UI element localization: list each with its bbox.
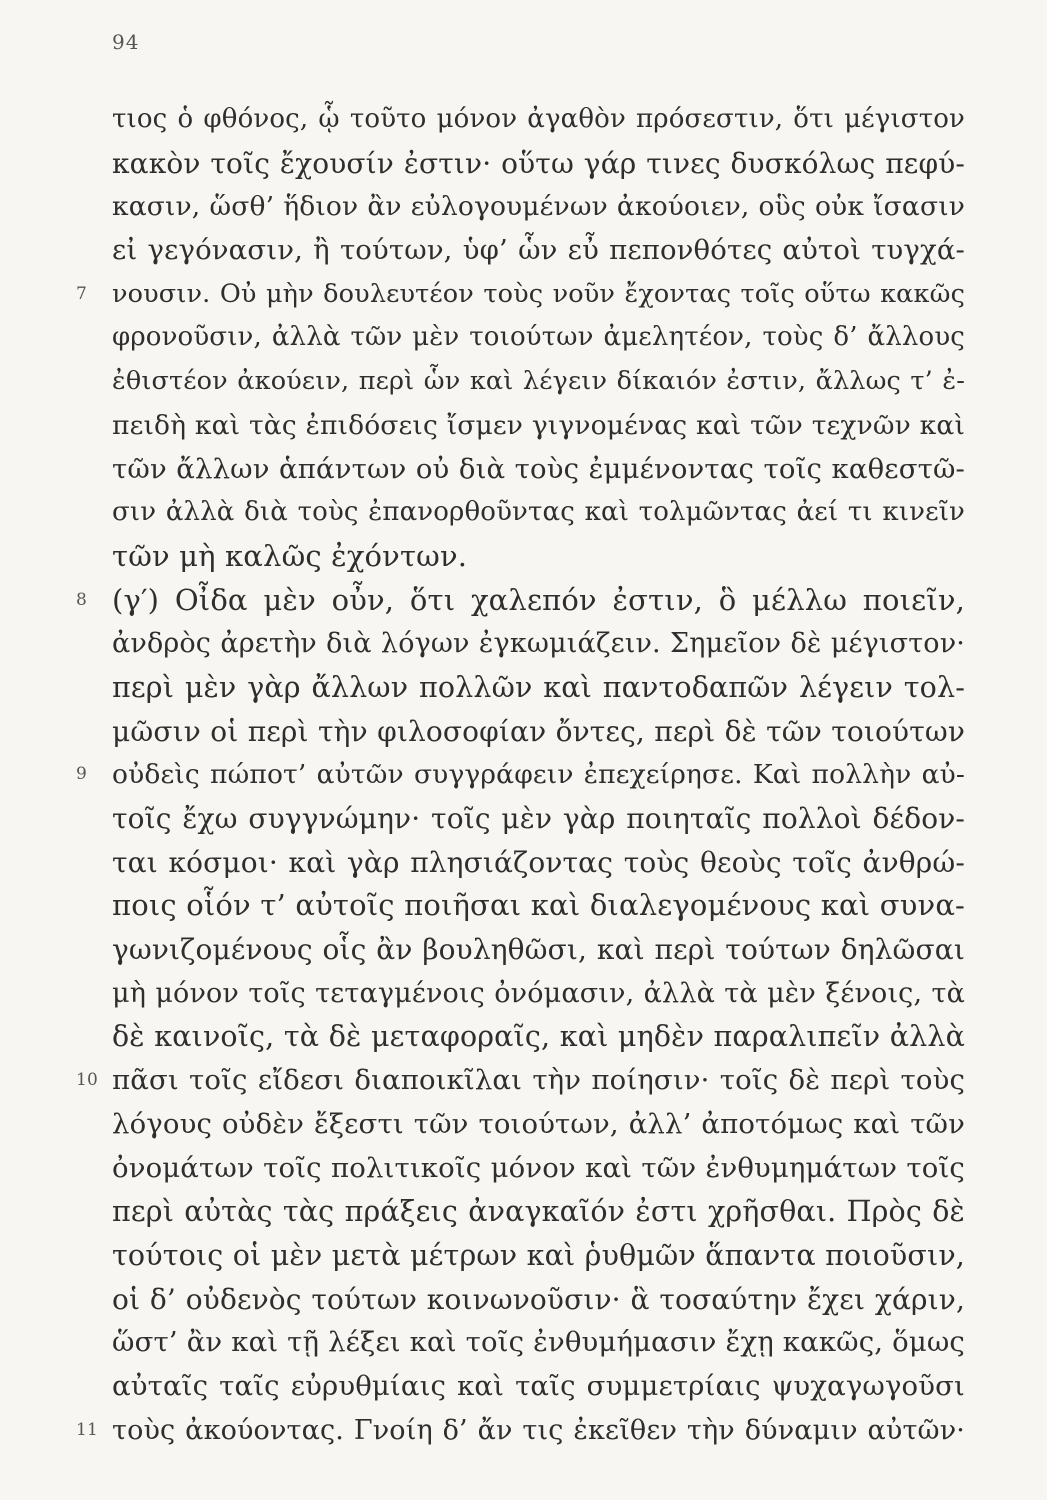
text-line — [112, 972, 965, 1016]
text-line — [112, 841, 965, 885]
greek-text-block — [76, 98, 965, 1452]
line-text: πειδὴ καὶ τὰς ἐπιδόσεις ἴσμεν γιγνομένας καὶ τῶν τεχνῶν καὶ — [112, 409, 965, 441]
text-line — [76, 1409, 965, 1453]
section-number: 8 — [76, 589, 87, 610]
text-line — [112, 316, 965, 360]
line-text: τῶν μὴ καλῶς ἐχόντων. — [112, 538, 468, 573]
text-line — [112, 1015, 965, 1059]
line-text: μῶσιν οἱ περὶ τὴν φιλοσοφίαν ὄντες, περὶ δὲ τῶν τοιούτων — [112, 714, 965, 748]
text-line — [112, 185, 965, 229]
text-line — [112, 98, 965, 142]
page-number: 94 — [112, 30, 140, 54]
line-text: περὶ αὐτὰς τὰς πράξεις ἀναγκαῖόν ἐστι χρῆσθαι. Πρὸς δὲ — [112, 1195, 965, 1229]
text-line — [112, 360, 965, 404]
line-text: ται κόσμοι· καὶ γὰρ πλησιάζοντας τοὺς θεοὺς τοῖς ἀνθρώ- — [112, 845, 965, 879]
line-text: λόγους οὐδὲν ἔξεστι τῶν τοιούτων, ἀλλ’ ἀποτόμως καὶ τῶν — [112, 1107, 965, 1140]
text-line — [76, 579, 965, 623]
text-line — [112, 229, 965, 273]
text-line — [112, 1365, 965, 1409]
text-line — [76, 1059, 965, 1103]
line-text: κακὸν τοῖς ἔχουσίν ἐστιν· οὕτω γάρ τινες δυσκόλως πεφύ- — [112, 146, 965, 180]
line-text: ἐθιστέον ἀκούειν, περὶ ὧν καὶ λέγειν δίκαιόν ἐστιν, ἄλλως τ’ ἐ- — [112, 366, 965, 397]
line-text: πᾶσι τοῖς εἴδεσι διαποικῖλαι τὴν ποίησιν· τοῖς δὲ περὶ τοὺς — [112, 1064, 965, 1097]
text-line — [112, 1278, 965, 1322]
line-text: νουσιν. Οὐ μὴν δουλευτέον τοὺς νοῦν ἔχοντας τοῖς οὕτω κακῶς — [112, 278, 965, 309]
line-text: εἰ γεγόνασιν, ἢ τούτων, ὑφ’ ὧν εὖ πεπονθότες αὐτοὶ τυγχά- — [112, 234, 965, 267]
text-line — [112, 491, 965, 535]
text-line — [112, 666, 965, 710]
text-line — [112, 797, 965, 841]
line-text: οἱ δ’ οὐδενὸς τούτων κοινωνοῦσιν· ἃ τοσαύτην ἔχει χάριν, — [112, 1282, 965, 1316]
line-text: κασιν, ὥσθ’ ἥδιον ἂν εὐλογουμένων ἀκούοιεν, οὓς οὐκ ἴσασιν — [112, 191, 965, 223]
text-line — [112, 535, 965, 579]
text-line — [112, 404, 965, 448]
line-text: ὀνομάτων τοῖς πολιτικοῖς μόνον καὶ τῶν ἐνθυμημάτων τοῖς — [112, 1151, 965, 1184]
line-text: δὲ καινοῖς, τὰ δὲ μεταφοραῖς, καὶ μηδὲν παραλιπεῖν ἀλλὰ — [112, 1020, 965, 1054]
text-line — [76, 753, 965, 797]
text-line — [112, 448, 965, 492]
text-line — [76, 273, 965, 317]
line-text: ὥστ’ ἂν καὶ τῇ λέξει καὶ τοῖς ἐνθυμήμασιν ἔχῃ κακῶς, ὅμως — [112, 1326, 965, 1359]
line-text: τιος ὁ φθόνος, ᾧ τοῦτο μόνον ἀγαθὸν πρόσεστιν, ὅτι μέγιστον — [112, 104, 965, 134]
text-line — [112, 142, 965, 186]
section-number: 7 — [76, 283, 87, 304]
line-text: τοὺς ἀκούοντας. Γνοίη δ’ ἄν τις ἐκεῖθεν τὴν δύναμιν αὐτῶν· — [112, 1414, 965, 1446]
text-line — [112, 884, 965, 928]
line-text: (γ′) Οἶδα μὲν οὖν, ὅτι χαλεπόν ἐστιν, ὃ μέλλω ποιεῖν, — [112, 582, 965, 617]
line-text: ἀνδρὸς ἀρετὴν διὰ λόγων ἐγκωμιάζειν. Σημεῖον δὲ μέγιστον· — [112, 628, 965, 660]
line-text: τοῖς ἔχω συγγνώμην· τοῖς μὲν γὰρ ποιηταῖς πολλοὶ δέδον- — [112, 802, 965, 835]
line-text: περὶ μὲν γὰρ ἄλλων πολλῶν καὶ παντοδαπῶν λέγειν τολ- — [112, 670, 965, 704]
text-line — [112, 928, 965, 972]
line-text: γωνιζομένους οἷς ἂν βουληθῶσι, καὶ περὶ τούτων δηλῶσαι — [112, 933, 965, 967]
text-line — [112, 1190, 965, 1234]
line-text: αὐταῖς ταῖς εὐρυθμίαις καὶ ταῖς συμμετρίαις ψυχαγωγοῦσι — [112, 1369, 965, 1402]
text-line — [112, 1147, 965, 1191]
text-line — [112, 1234, 965, 1278]
text-line — [112, 1321, 965, 1365]
line-text: οὐδεὶς πώποτ’ αὐτῶν συγγράφειν ἐπεχείρησε. Καὶ πολλὴν αὐ- — [112, 759, 965, 791]
section-number: 9 — [76, 764, 87, 785]
line-text: τῶν ἄλλων ἁπάντων οὐ διὰ τοὺς ἐμμένοντας τοῖς καθεστῶ- — [112, 452, 965, 485]
section-number: 11 — [76, 1419, 98, 1440]
line-text: μὴ μόνον τοῖς τεταγμένοις ὀνόμασιν, ἀλλὰ τὰ μὲν ξένοις, τὰ — [112, 977, 965, 1009]
line-text: τούτοις οἱ μὲν μετὰ μέτρων καὶ ῥυθμῶν ἅπαντα ποιοῦσιν, — [112, 1238, 965, 1272]
line-text: σιν ἀλλὰ διὰ τοὺς ἐπανορθοῦντας καὶ τολμῶντας ἀεί τι κινεῖν — [112, 497, 965, 528]
section-number: 10 — [76, 1070, 98, 1091]
text-line — [112, 1103, 965, 1147]
line-text: ποις οἷόν τ’ αὐτοῖς ποιῆσαι καὶ διαλεγομένους καὶ συνα- — [112, 888, 965, 923]
line-text: φρονοῦσιν, ἀλλὰ τῶν μὲν τοιούτων ἀμελητέον, τοὺς δ’ ἄλλους — [112, 322, 965, 353]
text-line — [112, 710, 965, 754]
text-line — [112, 622, 965, 666]
